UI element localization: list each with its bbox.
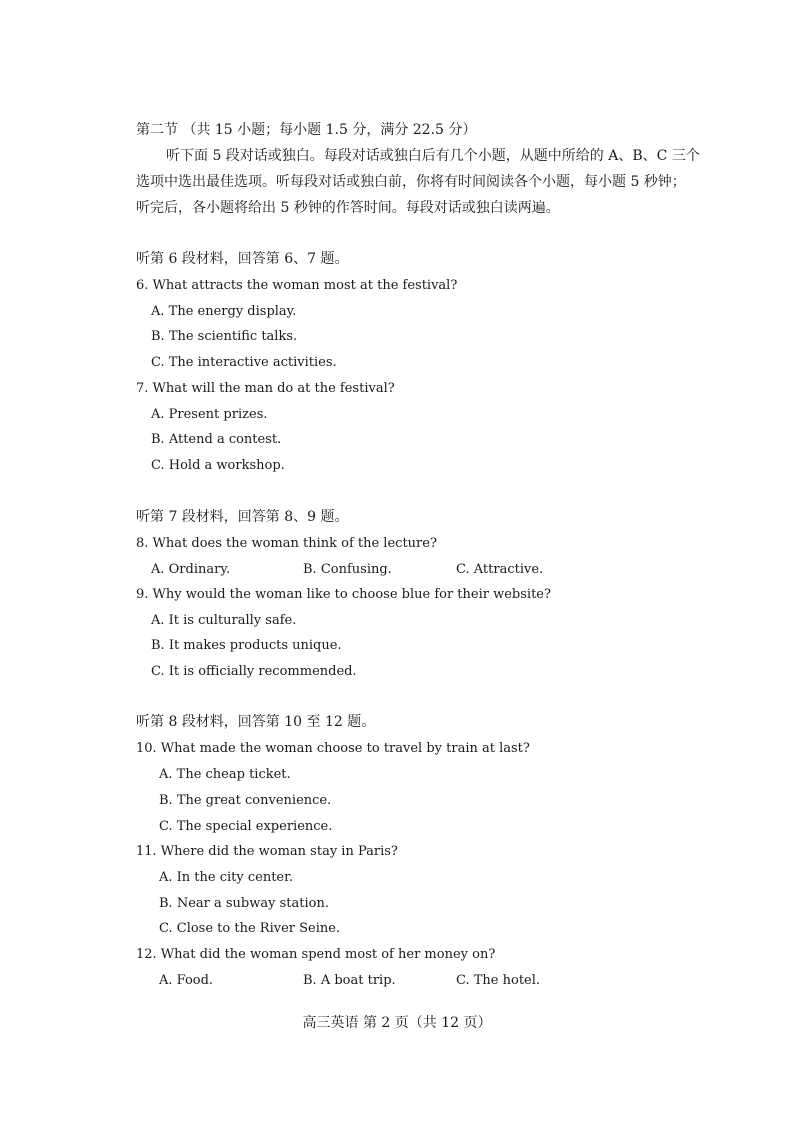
- question-8-option-c: C. Attractive.: [456, 562, 544, 577]
- question-9-option-b: B. It makes products unique.: [151, 638, 342, 653]
- question-6-option-b: B. The scientific talks.: [151, 329, 298, 344]
- question-12-stem: 12. What did the woman spend most of her money on?: [136, 947, 496, 962]
- question-7-option-b: B. Attend a contest.: [151, 432, 282, 447]
- question-7-stem: 7. What will the man do at the festival?: [136, 381, 395, 396]
- question-6-option-a: A. The energy display.: [151, 304, 297, 319]
- section-intro-line-2: 选项中选出最佳选项。听每段对话或独白前，你将有时间阅读各个小题，每小题 5 秒钟；: [136, 174, 686, 190]
- question-6-option-c: C. The interactive activities.: [151, 355, 337, 370]
- question-6-stem: 6. What attracts the woman most at the festival?: [136, 278, 458, 293]
- section-title: 第二节 （共 15 小题；每小题 1.5 分，满分 22.5 分）: [136, 122, 477, 138]
- group-6-heading: 听第 6 段材料，回答第 6、7 题。: [136, 251, 349, 267]
- question-8-option-b: B. Confusing.: [303, 562, 392, 577]
- question-10-stem: 10. What made the woman choose to travel by train at last?: [136, 741, 530, 756]
- page-footer: 高三英语 第 2 页（共 12 页）: [302, 1015, 492, 1031]
- question-8-option-a: A. Ordinary.: [151, 562, 231, 577]
- question-7-option-c: C. Hold a workshop.: [151, 458, 285, 473]
- question-12-option-c: C. The hotel.: [456, 973, 541, 988]
- question-9-option-a: A. It is culturally safe.: [151, 613, 297, 628]
- question-10-option-c: C. The special experience.: [159, 819, 333, 834]
- question-11-stem: 11. Where did the woman stay in Paris?: [136, 844, 398, 859]
- question-10-option-b: B. The great convenience.: [159, 793, 332, 808]
- question-7-option-a: A. Present prizes.: [151, 407, 268, 422]
- section-intro-line-3: 听完后，各小题将给出 5 秒钟的作答时间。每段对话或独白读两遍。: [136, 200, 560, 216]
- question-11-option-b: B. Near a subway station.: [159, 896, 329, 911]
- question-9-stem: 9. Why would the woman like to choose blue for their website?: [136, 587, 551, 602]
- group-8-heading: 听第 8 段材料，回答第 10 至 12 题。: [136, 714, 376, 730]
- question-11-option-c: C. Close to the River Seine.: [159, 921, 341, 936]
- question-10-option-a: A. The cheap ticket.: [159, 767, 291, 782]
- question-12-option-a: A. Food.: [159, 973, 214, 988]
- question-9-option-c: C. It is officially recommended.: [151, 664, 357, 679]
- group-7-heading: 听第 7 段材料，回答第 8、9 题。: [136, 509, 349, 525]
- section-intro-line-1: 听下面 5 段对话或独白。每段对话或独白后有几个小题，从题中所给的 A、B、C 三个: [166, 148, 700, 164]
- question-11-option-a: A. In the city center.: [159, 870, 294, 885]
- question-8-stem: 8. What does the woman think of the lecture?: [136, 536, 437, 551]
- question-12-option-b: B. A boat trip.: [303, 973, 396, 988]
